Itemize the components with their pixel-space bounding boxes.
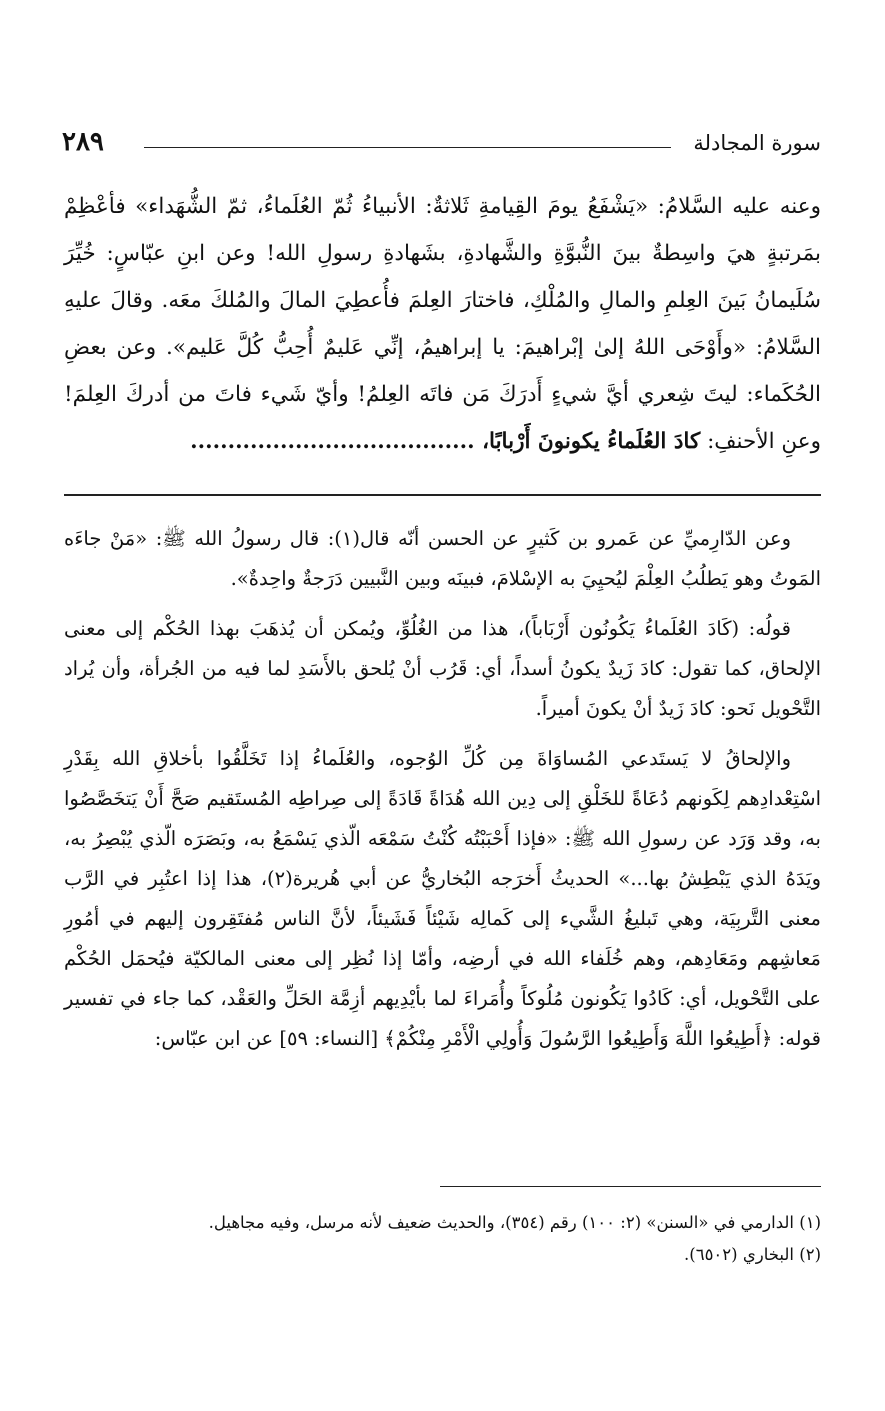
footnote-2: (٢) البخاري (٦٥٠٢). bbox=[684, 1245, 821, 1264]
page-number: ٢٨٩ bbox=[62, 127, 104, 157]
main-text bbox=[64, 183, 821, 465]
main-text-separator bbox=[64, 494, 821, 496]
commentary bbox=[64, 519, 821, 1059]
main-text-body: وعنه عليه السَّلامُ: «يَشْفَعُ يومَ القِيامةِ ثَلاثةٌ: الأنبياءُ ثُمّ العُلَماءُ، ثمّ الشُّهَداء» فأعْظِمْ بمَرتبةٍ هيَ واسِطةٌ بينَ النُّبوَّةِ والشَّهادةِ، بشَهادةِ رسولِ الله! وعن ابنِ عبّاسٍ: خُيِّرَ سُلَيمانُ بَينَ العِلمِ والمالِ والمُلْكِ، فاختارَ العِلمَ فأُعطِيَ المالَ والمُلكَ معَه. وقالَ عليهِ السَّلامُ: «وأَوْحَى اللهُ إلىٰ إبْراهيمَ: يا إبراهيمُ، إنِّي عَليمٌ أُحِبُّ كُلَّ عَليم». وعن بعضِ الحُكَماء: ليتَ شِعري أيَّ شيءٍ أَدرَكَ مَن فاتَه العِلمُ! وأيّ شَيء فاتَ من أدركَ العِلمَ! bbox=[64, 194, 821, 407]
commentary-paragraph-3: والإلحاقُ لا يَستَدعي المُساوَاةَ مِن كُلِّ الوُجوه، والعُلَماءُ إذا تَخَلَّقُوا بأخلاقِ الله بِقَدْرِ اسْتِعْدادِهم لِكَونهم دُعَاةً للخَلْقِ إلى دِين الله هُدَاةً قَادَةً إلى صِراطِه المُستَقيم صَحَّ أَنْ يَتخَصَّصُوا به، وقد وَرَد عن رسولِ الله ﷺ: «فإذا أَحْبَبْتُه كُنْتُ سَمْعَه الّذي يَسْمَعُ به، وبَصَرَه الّذي يُبْصِرُ به، ويَدَهُ الذي يَبْطِشُ بها...» الحديثُ أَخرَجه البُخاريُّ عن أبي هُريرة(٢)، هذا إذا اعتُبِر في الرَّب معنى التَّربِيَة، وهي تَبليغُ الشَّيء إلى كَمالِه شَيْئاً فَشَيئاً، لأنَّ الناس مُفتَقِرون إليهم في أمُورِ مَعاشِهم ومَعَادِهم، وهم خُلَفاء الله في أرضِه، وأمّا إذا نُظِر إلى معنى المالكيّة فيُحمَل الحُكْم على التَّحْويل، أي: كَادُوا يَكُونون مُلُوكاً وأُمَراءَ لما بأيْدِيهم أزِمَّة الحَلِّ والعَقْد، كما جاء في تفسير قوله: ﴿أَطِيعُوا اللَّهَ وَأَطِيعُوا الرَّسُولَ وَأُولِي الْأَمْرِ مِنْكُمْ﴾ [النساء: ٥٩] عن ابن عبّاس: bbox=[64, 747, 821, 1050]
commentary-paragraph-2: قولُه: (كَادَ العُلَماءُ يَكُونُون أَرْبَاباً)، هذا من الغُلُوِّ، ويُمكن أن يُذهَبَ بهذا الحُكْم إلى معنى الإلحاق، كما تقول: كادَ زَيدٌ يكونُ أسداً، أي: قَرُب أنْ يُلحق بالأَسَدِ لما فيه من الجُرأة، وأن يُراد التَّحْويل نَحو: كادَ زَيدٌ أنْ يكونَ أميراً. bbox=[64, 617, 821, 720]
surah-title: سورة المجادلة bbox=[693, 131, 821, 155]
commentary-paragraph-1: وعن الدّارِميِّ عن عَمرو بن كَثيرٍ عن الحسن أنّه قال(١): قال رسولُ الله ﷺ: «مَنْ جاءَه المَوتُ وهو يَطلُبُ العِلْمَ ليُحيِيَ به الإسْلامَ، فبينَه وبين النَّبيين دَرَجةٌ واحِدةٌ». bbox=[64, 527, 821, 590]
footnote-1: (١) الدارمي في «السنن» (٢: ١٠٠) رقم (٣٥٤)، والحديث ضعيف لأنه مرسل، وفيه مجاهيل. bbox=[208, 1213, 821, 1232]
footnote-separator bbox=[440, 1186, 821, 1187]
page-header bbox=[62, 127, 821, 167]
main-text-quote: كادَ العُلَماءُ يكونونَ أَرْبابًا، ...................................... bbox=[190, 429, 701, 454]
footnotes bbox=[64, 1207, 821, 1271]
main-paragraph bbox=[64, 183, 821, 465]
header-rule bbox=[144, 147, 671, 148]
main-text-ahnaf: وعنِ الأحنفِ: bbox=[707, 429, 821, 454]
